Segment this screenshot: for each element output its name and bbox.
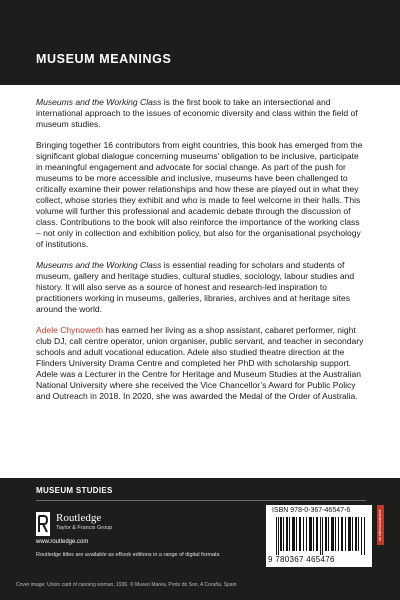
paragraph-audience-text: is essential reading for scholars and students of museum, gallery and heritage studies, cultural studies, sociology, labour studies and history. It will also serve as a source of honest and research-led inspiration to practitioners working in museums, galleries, libraries, archives and at heritage sites around the world. [36, 260, 355, 314]
barcode-number: 9 780367 465476 [268, 555, 335, 564]
author-bio [36, 325, 366, 402]
publisher-name: Routledge [56, 512, 102, 524]
publisher-logo [36, 512, 196, 546]
divider [36, 500, 366, 501]
paragraph-context: Bringing together 16 contributors from eight countries, this book has emerged from the significant global dialogue concerning museums’ obligation to be inclusive, participate in meaningful engagement and advocate for social change. As part of the push for museums to be more accessible and inclusive, museums have been challenged to critically examine their power relationships and how these are played out in what they collect, whose stories they exhibit and who is made to feel welcome in their halls. This volume will further this professional and academic debate through the discussion of class. Contributions to the book will also reinforce the importance of the working class – not only in collection and exhibition policy, but also for the organisational psychology of institutions. [36, 140, 363, 249]
isbn-text: ISBN 978-0-367-46547-6 [272, 507, 351, 514]
routledge-logo-icon [36, 512, 50, 536]
cover-credit: Cover image: Union card of canning woman, 1936. © Museo Marea, Porto do Son, A Coruña, Spain [16, 582, 237, 588]
barcode-block [266, 505, 372, 567]
publisher-tagline: Taylor & Francis Group [56, 525, 113, 531]
category-label: MUSEUM STUDIES [36, 486, 113, 495]
author-bio-text: has earned her living as a shop assistant, cabaret performer, night club DJ, call centre operator, union organiser, public servant, and teacher in secondary schools and adult vocational education. Adele also studied theatre direction at the Flinders University Drama Centre and completed her PhD with scholarship support. Adele was a Lecturer in the Centre for Heritage and Museum Studies at the Australian National University where she received the Vice Chancellor’s Award for Public Policy and Outreach in 2018. In 2020, she was awarded the Medal of the Order of Australia. [36, 325, 364, 401]
paragraph-intro [36, 97, 366, 130]
series-title: MUSEUM MEANINGS [36, 52, 172, 66]
top-band [0, 0, 400, 85]
book-title-italic: Museums and the Working Class [36, 97, 162, 107]
strip-text: an informa business [378, 509, 382, 541]
paragraph-intro-text: is the first book to take an intersectional and international approach to the issues of economic diversity and class within the field of museum studies. [36, 97, 358, 129]
paragraph-audience [36, 260, 366, 315]
book-title-italic: Museums and the Working Class [36, 260, 162, 270]
back-cover-text [36, 97, 366, 412]
barcode-icon [276, 517, 366, 555]
author-name: Adele Chynoweth [36, 325, 103, 335]
publisher-url: www.routledge.com [36, 539, 89, 545]
taylor-francis-strip [377, 505, 384, 545]
ebook-note: Routledge titles are available as eBook editions in a range of digital formats [36, 552, 220, 558]
